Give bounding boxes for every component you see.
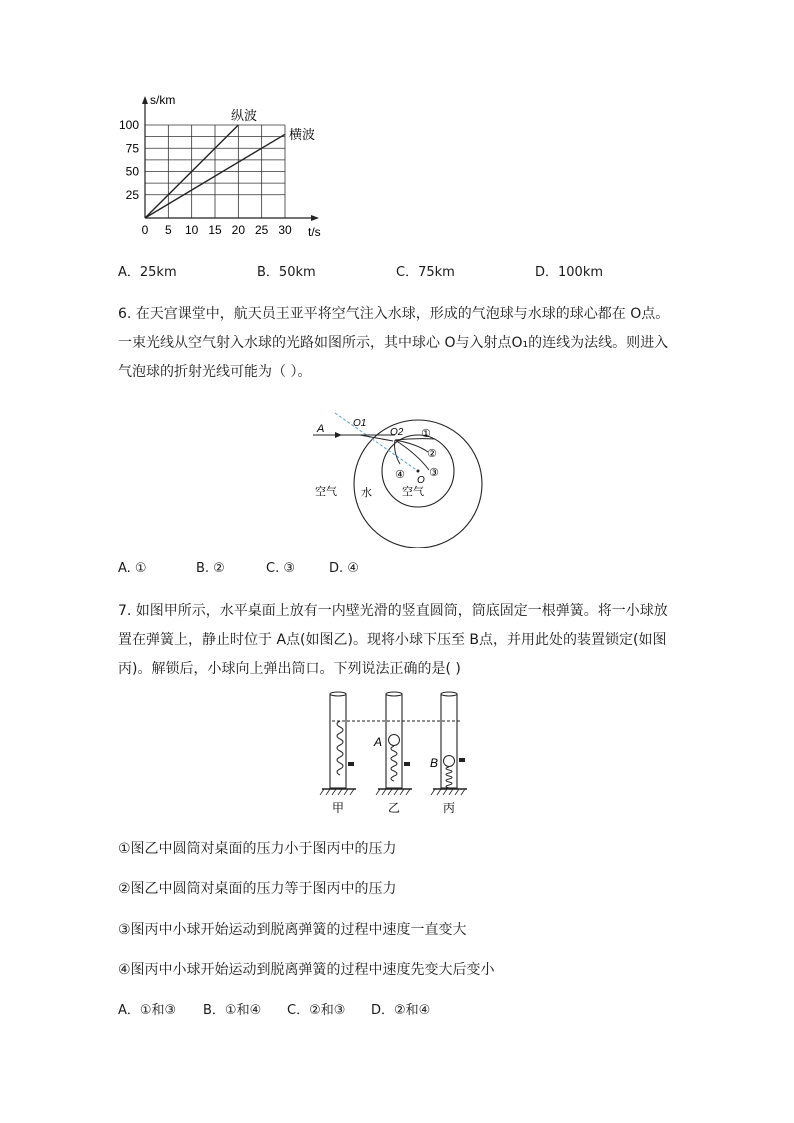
- q6-option-c[interactable]: C. ③: [266, 561, 295, 576]
- label-O1: O1: [353, 418, 367, 429]
- ray-2: [395, 440, 428, 452]
- ray-label-2: ②: [427, 448, 437, 460]
- x-tick-label: 25: [254, 223, 269, 237]
- ray-label-4: ④: [395, 469, 405, 481]
- q5-option-d[interactable]: D．100km: [535, 265, 604, 280]
- ray-label-3: ③: [429, 467, 439, 479]
- spring-cylinder-diagram: [312, 688, 484, 818]
- q7-option-c[interactable]: C．②和③: [287, 1003, 346, 1018]
- ball-at-A: [389, 735, 400, 746]
- q6-option-b[interactable]: B. ②: [196, 561, 225, 576]
- q5-option-c[interactable]: C．75km: [396, 265, 455, 280]
- x-tick-label: 20: [231, 223, 246, 237]
- x-tick-label: 0: [141, 223, 149, 237]
- x-tick-label: 30: [278, 223, 292, 237]
- series-label-longitudinal: 纵波: [231, 108, 258, 123]
- q7-option-a[interactable]: A．①和③: [118, 1003, 177, 1018]
- y-tick-label: 25: [125, 187, 139, 202]
- q7-statement-3: ③图丙中小球开始运动到脱离弹簧的过程中速度一直变大: [118, 922, 467, 938]
- x-axis-label: t/s: [308, 225, 321, 239]
- chart-grid: [145, 125, 285, 218]
- q7-stem-line-3: 丙)。解锁后，小球向上弹出筒口。下列说法正确的是( ): [118, 661, 461, 677]
- q6-stem-line-1: 6. 在天宫课堂中，航天员王亚平将空气注入水球，形成的气泡球与水球的球心都在 O点。: [118, 306, 670, 322]
- q6-stem-line-2: 一束光线从空气射入水球的光路如图所示，其中球心 O与入射点O₁的连线为法线。则进入: [118, 335, 669, 351]
- wave-distance-time-chart: [100, 88, 340, 248]
- q7-option-b[interactable]: B．①和④: [203, 1003, 262, 1018]
- q6-option-d[interactable]: D. ④: [329, 561, 359, 576]
- q7-statement-1: ①图乙中圆筒对桌面的压力小于图丙中的压力: [118, 841, 397, 857]
- x-tick-label: 5: [164, 223, 172, 237]
- label-A: A: [317, 423, 325, 435]
- figure-label-yi: 乙: [388, 801, 401, 815]
- label-O2: O2: [390, 427, 404, 438]
- q7-stem-line-1: 7. 如图甲所示，水平桌面上放有一内壁光滑的竖直圆筒，筒底固定一根弹簧。将一小球放: [118, 603, 668, 619]
- point-label-A: A: [374, 735, 383, 749]
- x-tick-label: 10: [184, 223, 199, 237]
- center-point: [417, 470, 420, 473]
- q5-option-b[interactable]: B．50km: [257, 265, 316, 280]
- cylinder-bing: [431, 692, 467, 795]
- ball-at-B: [444, 756, 455, 767]
- x-axis-arrow: [311, 215, 319, 221]
- ray-label-1: ①: [421, 428, 431, 440]
- q5-option-a[interactable]: A．25km: [118, 265, 177, 280]
- q7-statement-4: ④图丙中小球开始运动到脱离弹簧的过程中速度先变大后变小: [118, 962, 495, 978]
- point-label-B: B: [430, 756, 439, 770]
- y-tick-label: 50: [125, 164, 139, 179]
- q7-option-d[interactable]: D．②和④: [371, 1003, 431, 1018]
- water-ball-light-diagram: [305, 408, 505, 548]
- q6-option-a[interactable]: A. ①: [118, 561, 147, 576]
- figure-label-jia: 甲: [332, 801, 345, 815]
- region-outer-air: 空气: [315, 486, 337, 498]
- y-axis-label: s/km: [150, 93, 176, 107]
- y-tick-label: 75: [125, 141, 139, 156]
- figure-label-bing: 丙: [443, 801, 456, 815]
- region-inner-air: 空气: [402, 486, 424, 498]
- series-label-transverse: 横波: [289, 127, 316, 142]
- x-tick-label: 15: [208, 223, 222, 237]
- q7-statement-2: ②图乙中圆筒对桌面的压力等于图丙中的压力: [118, 881, 397, 897]
- q6-stem-line-3: 气泡球的折射光线可能为（ ）。: [118, 364, 312, 380]
- q7-stem-line-2: 置在弹簧上，静止时位于 A点(如图乙)。现将小球下压至 B点，并用此处的装置锁定(如图: [118, 632, 667, 648]
- y-axis-arrow: [142, 96, 148, 104]
- y-tick-label: 100: [118, 118, 139, 132]
- region-water: 水: [361, 487, 372, 499]
- cylinder-jia: [320, 692, 356, 795]
- label-O: O: [417, 475, 425, 486]
- incident-arrow: [335, 432, 342, 438]
